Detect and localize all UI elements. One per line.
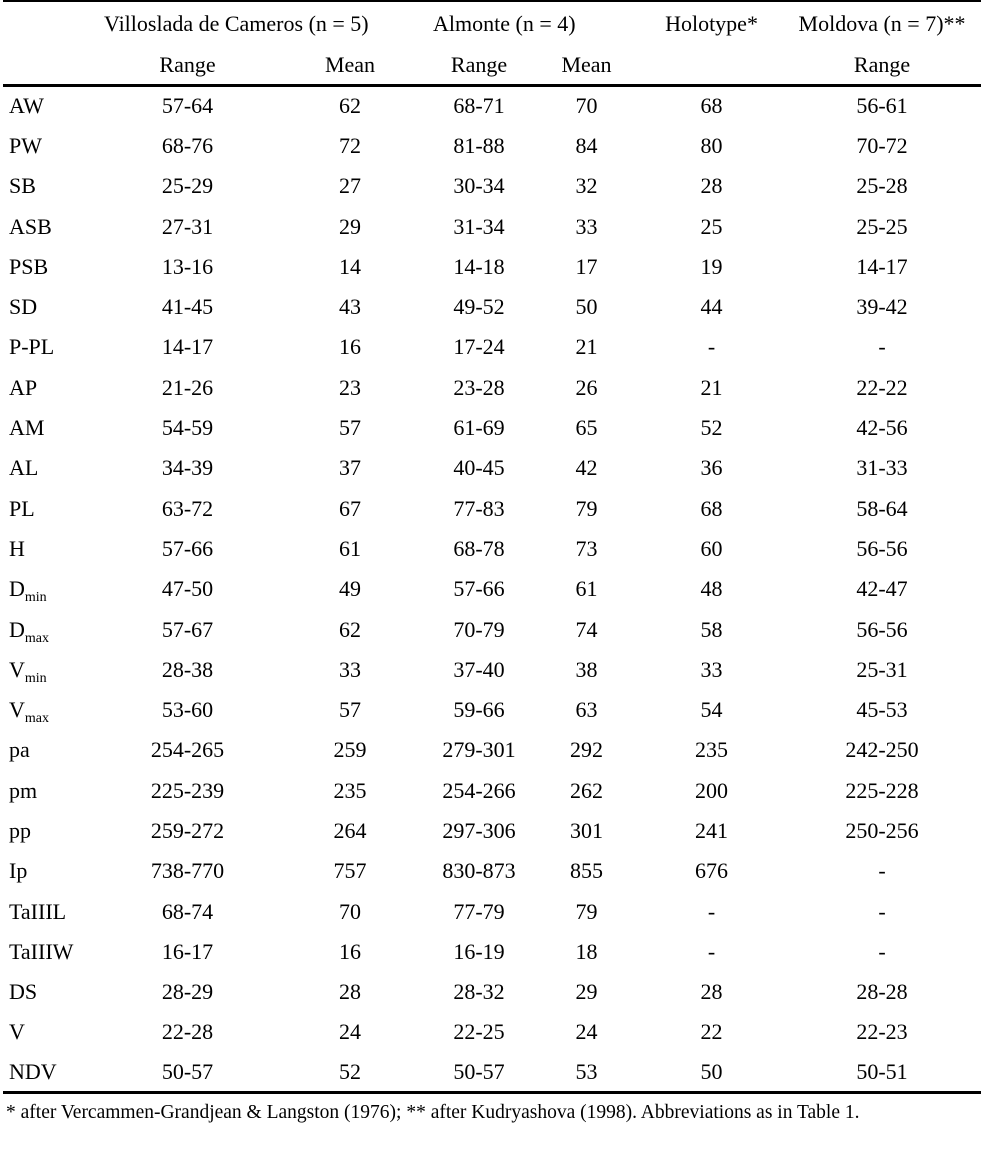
almonte-range-cell: 70-79 [453,616,505,642]
moldova-range-cell: 39-42 [856,294,908,320]
almonte-range-cell: 30-34 [453,173,505,199]
moldova-range-cell: 22-23 [856,1019,908,1045]
villoslada-mean-cell: 37 [339,455,361,481]
almonte-mean-cell: 50 [575,294,598,320]
row-label-text: NDV [9,1059,57,1085]
villoslada-mean-cell: 24 [339,1019,361,1045]
table-row [3,529,981,569]
villoslada-range-cell: 14-17 [161,334,214,360]
row-label-text: V [9,656,25,682]
almonte-range-cell: 279-301 [442,737,516,763]
villoslada-mean-cell: 57 [339,697,361,723]
measurements-table-container [3,0,981,1094]
holotype-cell: 60 [700,535,723,561]
villoslada-mean-cell: 67 [339,495,361,521]
row-label [3,448,100,488]
villoslada-range-cell: 50-57 [161,1059,214,1085]
row-label [3,851,100,891]
villoslada-mean-cell: 27 [339,173,361,199]
almonte-range-cell: 40-45 [453,455,505,481]
header-villoslada-mean: Mean [324,52,376,77]
almonte-mean-cell: 74 [575,616,598,642]
row-label [3,126,100,166]
almonte-range-cell: 50-57 [453,1059,505,1085]
holotype-cell: 68 [700,93,723,119]
row-label [3,972,100,1012]
row-label-text: P-PL [9,334,55,360]
row-label-text: TaIIIL [9,898,67,924]
almonte-mean-cell: 53 [575,1059,598,1085]
villoslada-range-cell: 53-60 [161,697,214,723]
moldova-range-cell: - [878,898,886,924]
holotype-cell: 52 [700,415,723,441]
row-label-text: V [9,697,25,723]
row-label-text: pa [9,737,30,763]
villoslada-range-cell: 16-17 [161,938,214,964]
row-label-subscript: max [24,630,49,646]
moldova-range-cell: 31-33 [856,455,908,481]
villoslada-mean-cell: 28 [339,979,361,1005]
villoslada-range-cell: 68-74 [161,898,214,924]
table-row [3,408,981,448]
moldova-range-cell: 70-72 [856,132,908,158]
row-label [3,368,100,408]
almonte-range-cell: 31-34 [453,213,505,239]
villoslada-mean-cell: 52 [339,1059,361,1085]
header-moldova: Moldova (n = 7)** [798,11,966,36]
almonte-range-cell: 14-18 [453,253,505,279]
header-almonte-mean: Mean [561,52,612,77]
almonte-range-cell: 81-88 [453,132,505,158]
row-label-text: AL [9,455,39,481]
almonte-mean-cell: 855 [570,858,604,884]
table-row [3,166,981,206]
holotype-cell: 241 [695,817,729,843]
row-label [3,488,100,528]
almonte-mean-cell: 38 [575,656,598,682]
villoslada-mean-cell: 235 [333,777,367,803]
table-row [3,932,981,972]
holotype-cell: - [707,334,716,360]
table-row [3,891,981,931]
almonte-mean-cell: 18 [575,938,598,964]
almonte-range-cell: 49-52 [453,294,505,320]
villoslada-mean-cell: 259 [333,737,367,763]
row-label [3,1053,100,1093]
row-label-text: AP [9,374,38,400]
row-label-text: ASB [9,213,52,239]
table-row [3,86,981,126]
holotype-cell: 68 [700,495,723,521]
almonte-range-cell: 59-66 [453,697,505,723]
villoslada-mean-cell: 49 [339,576,361,602]
row-label [3,730,100,770]
moldova-range-cell: 28-28 [856,979,908,1005]
almonte-mean-cell: 21 [575,334,598,360]
moldova-range-cell: 45-53 [856,697,908,723]
table-row [3,771,981,811]
almonte-range-cell: 57-66 [453,576,505,602]
holotype-cell: 50 [700,1059,723,1085]
almonte-mean-cell: 73 [575,535,598,561]
almonte-range-cell: 37-40 [453,656,505,682]
almonte-mean-cell: 301 [570,817,604,843]
almonte-mean-cell: 292 [570,737,604,763]
row-label-text: DS [9,979,38,1005]
almonte-mean-cell: 42 [575,455,598,481]
villoslada-mean-cell: 70 [339,898,361,924]
villoslada-range-cell: 28-38 [161,656,214,682]
villoslada-range-cell: 68-76 [161,132,214,158]
villoslada-mean-cell: 57 [339,415,361,441]
villoslada-range-cell: 28-29 [161,979,214,1005]
villoslada-mean-cell: 14 [339,253,361,279]
almonte-mean-cell: 65 [575,415,598,441]
row-label-text: V [9,1019,25,1045]
row-label [3,247,100,287]
villoslada-mean-cell: 62 [339,616,361,642]
measurements-table [3,0,981,1094]
holotype-cell: 33 [700,656,723,682]
almonte-range-cell: 830-873 [442,858,516,884]
villoslada-range-cell: 22-28 [161,1019,214,1045]
row-label-text: SD [9,294,38,320]
holotype-cell: 21 [700,374,723,400]
row-label-text: SB [9,173,36,199]
almonte-range-cell: 68-78 [453,535,505,561]
table-row [3,448,981,488]
holotype-cell: 25 [700,213,723,239]
almonte-mean-cell: 26 [575,374,598,400]
header-empty-cell [3,1,100,46]
header-empty-cell [640,46,783,86]
almonte-mean-cell: 70 [575,93,598,119]
table-body [3,86,981,1093]
table-row [3,126,981,166]
moldova-range-cell: 42-56 [856,415,908,441]
table-row [3,247,981,287]
almonte-mean-cell: 32 [575,173,598,199]
moldova-range-cell: 56-61 [856,93,908,119]
moldova-range-cell: - [878,858,886,884]
villoslada-range-cell: 27-31 [161,213,214,239]
moldova-range-cell: 242-250 [845,737,919,763]
almonte-mean-cell: 24 [575,1019,598,1045]
table-row [3,690,981,730]
holotype-cell: 676 [695,858,729,884]
moldova-range-cell: - [878,334,886,360]
holotype-cell: 28 [700,173,723,199]
villoslada-mean-cell: 16 [339,334,361,360]
villoslada-range-cell: 54-59 [161,415,214,441]
row-label-subscript: min [24,590,47,606]
villoslada-range-cell: 254-265 [150,737,225,763]
row-label [3,206,100,246]
table-row [3,972,981,1012]
holotype-cell: 80 [700,132,723,158]
villoslada-mean-cell: 72 [339,132,361,158]
table-row [3,811,981,851]
row-label-text: AM [9,415,45,441]
moldova-range-cell: 25-25 [856,213,908,239]
holotype-cell: - [707,938,716,964]
table-row [3,569,981,609]
almonte-range-cell: 16-19 [453,938,505,964]
holotype-cell: 235 [695,737,729,763]
almonte-mean-cell: 29 [575,979,598,1005]
villoslada-mean-cell: 264 [333,817,367,843]
row-label-text: Ip [9,858,28,884]
almonte-range-cell: 68-71 [453,93,505,119]
almonte-range-cell: 254-266 [442,777,516,803]
holotype-cell: 19 [700,253,723,279]
moldova-range-cell: 25-31 [856,656,908,682]
table-row [3,609,981,649]
almonte-range-cell: 22-25 [453,1019,505,1045]
header-moldova-range: Range [853,52,911,77]
row-label [3,569,100,609]
table-header [3,1,981,86]
row-label-text: AW [9,93,44,119]
row-label-text: pm [9,777,38,803]
row-label-text: pp [9,817,31,843]
row-label-text: TaIIIW [9,938,74,964]
table-row [3,206,981,246]
almonte-mean-cell: 17 [575,253,598,279]
moldova-range-cell: 25-28 [856,173,908,199]
header-almonte-range: Range [450,52,508,77]
holotype-cell: 200 [695,777,729,803]
villoslada-mean-cell: 33 [339,656,361,682]
row-label [3,650,100,690]
table-row [3,368,981,408]
header-almonte: Almonte (n = 4) [433,11,576,36]
moldova-range-cell: 14-17 [856,253,908,279]
row-label [3,690,100,730]
table-row [3,730,981,770]
moldova-range-cell: 56-56 [856,535,908,561]
almonte-range-cell: 23-28 [453,374,505,400]
almonte-range-cell: 77-79 [453,898,505,924]
villoslada-range-cell: 47-50 [161,576,214,602]
row-label [3,408,100,448]
almonte-range-cell: 61-69 [453,415,505,441]
row-label [3,287,100,327]
moldova-range-cell: 250-256 [845,817,919,843]
row-label [3,1012,100,1052]
holotype-cell: 22 [700,1019,723,1045]
row-label-text: H [9,535,25,561]
almonte-range-cell: 28-32 [453,979,505,1005]
villoslada-range-cell: 21-26 [161,374,214,400]
almonte-mean-cell: 262 [570,777,604,803]
almonte-range-cell: 297-306 [442,817,516,843]
table-footnote: * after Vercammen-Grandjean & Langston (1976); ** after Kudryashova (1998). Abbreviations as in Table 1. [6,1102,860,1123]
holotype-cell: 28 [700,979,723,1005]
table-row [3,1012,981,1052]
row-label-text: D [9,616,25,642]
table-row [3,1053,981,1093]
almonte-mean-cell: 61 [575,576,598,602]
row-label [3,609,100,649]
row-label [3,932,100,972]
almonte-mean-cell: 63 [575,697,598,723]
table-row [3,488,981,528]
row-label-text: PW [9,132,42,158]
villoslada-range-cell: 738-770 [150,858,225,884]
villoslada-range-cell: 57-64 [161,93,214,119]
holotype-cell: 44 [700,294,723,320]
header-empty-cell [3,46,100,86]
villoslada-mean-cell: 61 [339,535,361,561]
almonte-mean-cell: 79 [575,495,598,521]
villoslada-mean-cell: 16 [339,938,361,964]
villoslada-mean-cell: 62 [339,93,361,119]
villoslada-mean-cell: 29 [339,213,361,239]
villoslada-range-cell: 57-67 [161,616,214,642]
moldova-range-cell: 225-228 [845,777,919,803]
holotype-cell: - [707,898,716,924]
almonte-mean-cell: 33 [575,213,598,239]
row-label [3,811,100,851]
header-villoslada-range: Range [159,52,216,77]
almonte-range-cell: 77-83 [453,495,505,521]
villoslada-mean-cell: 757 [333,858,367,884]
moldova-range-cell: 56-56 [856,616,908,642]
row-label [3,327,100,367]
holotype-cell: 54 [700,697,723,723]
holotype-cell: 48 [700,576,723,602]
row-label-text: PL [9,495,35,521]
moldova-range-cell: - [878,938,886,964]
holotype-cell: 58 [700,616,723,642]
table-row [3,650,981,690]
moldova-range-cell: 50-51 [856,1059,908,1085]
villoslada-range-cell: 63-72 [161,495,214,521]
villoslada-range-cell: 34-39 [161,455,214,481]
row-label-text: D [9,576,25,602]
villoslada-range-cell: 25-29 [161,173,214,199]
almonte-mean-cell: 84 [575,132,598,158]
row-label-subscript: max [24,711,49,727]
villoslada-mean-cell: 23 [339,374,361,400]
table-row [3,851,981,891]
header-villoslada: Villoslada de Cameros (n = 5) [104,11,369,36]
moldova-range-cell: 58-64 [856,495,908,521]
row-label [3,166,100,206]
header-row-subcolumns [3,46,981,86]
table-row [3,287,981,327]
row-label [3,529,100,569]
row-label [3,771,100,811]
table-row [3,327,981,367]
villoslada-range-cell: 225-239 [150,777,225,803]
header-row-groups [3,1,981,46]
villoslada-range-cell: 13-16 [161,253,214,279]
villoslada-range-cell: 57-66 [161,535,214,561]
row-label-subscript: min [24,670,47,686]
villoslada-range-cell: 41-45 [161,294,214,320]
row-label [3,86,100,126]
header-holotype: Holotype* [665,11,758,36]
almonte-mean-cell: 79 [575,898,598,924]
villoslada-mean-cell: 43 [339,294,361,320]
holotype-cell: 36 [700,455,723,481]
almonte-range-cell: 17-24 [453,334,505,360]
row-label-text: PSB [9,253,49,279]
moldova-range-cell: 22-22 [856,374,908,400]
villoslada-range-cell: 259-272 [150,817,225,843]
moldova-range-cell: 42-47 [856,576,908,602]
row-label [3,891,100,931]
